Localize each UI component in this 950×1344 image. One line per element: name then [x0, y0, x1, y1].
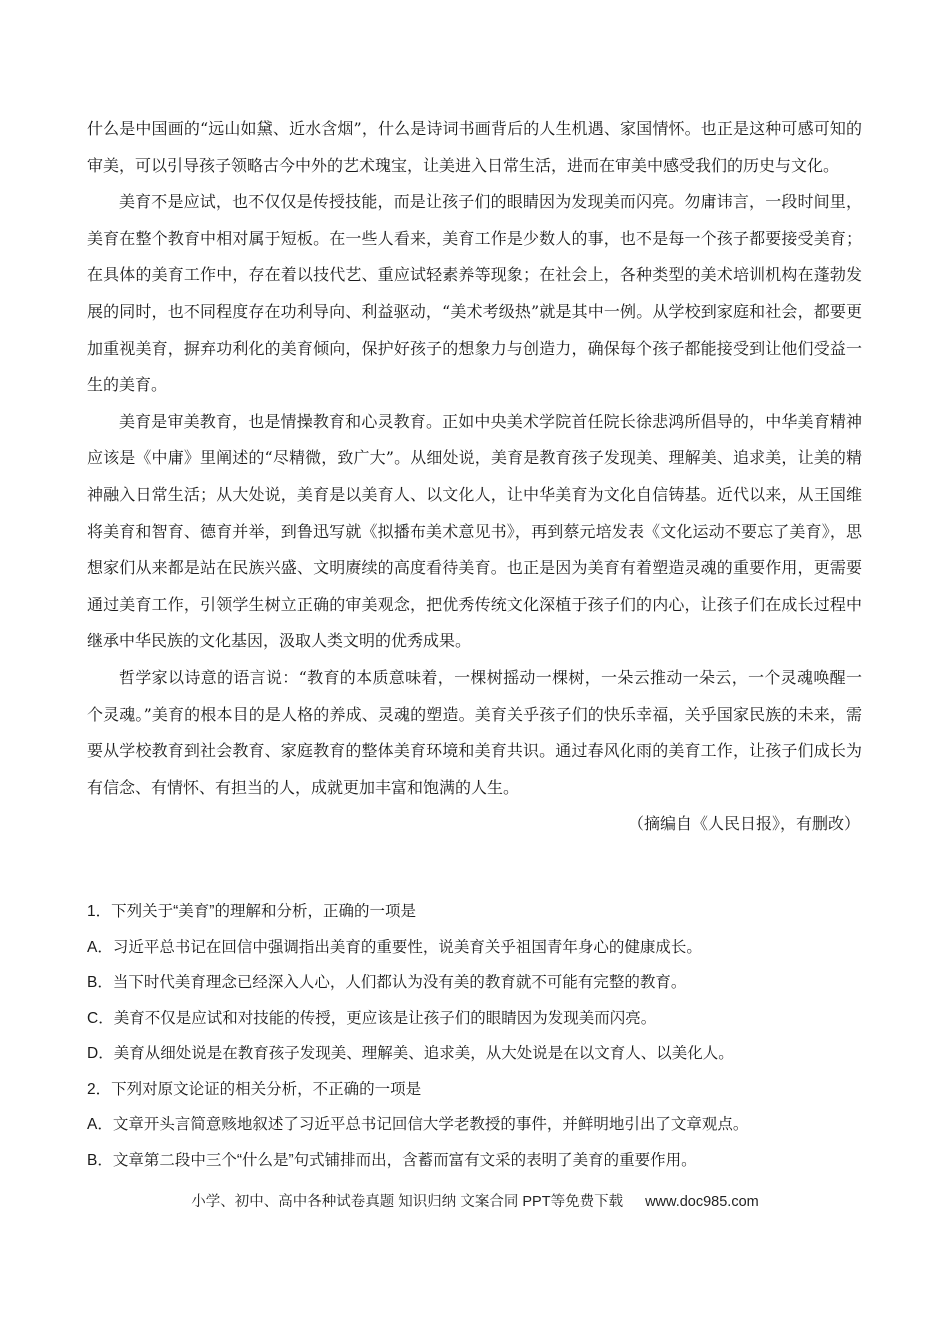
page-footer — [0, 1190, 950, 1211]
footer-text: 小学、初中、高中各种试卷真题 知识归纳 文案合同 PPT等免费下载 — [191, 1194, 624, 1210]
essay-body — [87, 111, 862, 843]
footer-url: www.doc985.com — [645, 1194, 759, 1210]
question-2-option-a: A．文章开头言简意赅地叙述了习近平总书记回信大学老教授的事件，并鲜明地引出了文章观点。 — [87, 1116, 749, 1133]
essay-source: （摘编自《人民日报》，有删改） — [627, 814, 860, 834]
question-list — [87, 894, 862, 1178]
question-1-option-b: B．当下时代美育理念已经深入人心，人们都认为没有美的教育就不可能有完整的教育。 — [87, 974, 687, 991]
essay-paragraph-2: 美育不是应试，也不仅仅是传授技能，而是让孩子们的眼睛因为发现美而闪亮。勿庸讳言，一段时间里，美育在整个教育中相对属于短板。在一些人看来，美育工作是少数人的事，也不是每一个孩子都要接受美育；在具体的美育工作中，存在着以技代艺、重应试轻素养等现象；在社会上，各种类型的美术培训机构在蓬勃发展的同时，也不同程度存在功利导向、利益驱动，“美术考级热”就是其中一例。从学校到家庭和社会，都要更加重视美育，摒弃功利化的美育倾向，保护好孩子的想象力与创造力，确保每个孩子都能接受到让他们受益一生的美育。 — [87, 192, 862, 395]
essay-paragraph-continued: 什么是中国画的“远山如黛、近水含烟”，什么是诗词书画背后的人生机遇、家国情怀。也正是这种可感可知的审美，可以引导孩子领略古今中外的艺术瑰宝，让美进入日常生活，进而在审美中感受我们的历史与文化。 — [87, 119, 862, 175]
essay-paragraph-3: 美育是审美教育，也是情操教育和心灵教育。正如中央美术学院首任院长徐悲鸿所倡导的，中华美育精神应该是《中庸》里阐述的“尽精微，致广大”。从细处说，美育是教育孩子发现美、理解美、追求美，让美的精神融入日常生活；从大处说，美育是以美育人、以文化人，让中华美育为文化自信铸基。近代以来，从王国维将美育和智育、德育并举，到鲁迅写就《拟播布美术意见书》，再到蔡元培发表《文化运动不要忘了美育》，思想家们从来都是站在民族兴盛、文明赓续的高度看待美育。也正是因为美育有着塑造灵魂的重要作用，更需要通过美育工作，引领学生树立正确的审美观念，把优秀传统文化深植于孩子们的内心，让孩子们在成长过程中继承中华民族的文化基因，汲取人类文明的优秀成果。 — [87, 411, 862, 651]
question-1-option-c: C．美育不仅是应试和对技能的传授，更应该是让孩子们的眼睛因为发现美而闪亮。 — [87, 1009, 657, 1027]
question-2-option-b: B．文章第二段中三个“什么是”句式铺排而出，含蓄而富有文采的表明了美育的重要作用。 — [87, 1151, 697, 1169]
question-1-option-d: D．美育从细处说是在教育孩子发现美、理解美、追求美，从大处说是在以文育人、以美化人。 — [87, 1045, 734, 1062]
essay-paragraph-4: 哲学家以诗意的语言说：“教育的本质意味着，一棵树摇动一棵树，一朵云推动一朵云，一个灵魂唤醒一个灵魂。”美育的根本目的是人格的养成、灵魂的塑造。美育关乎孩子们的快乐幸福，关乎国家民族的未来，需要从学校教育到社会教育、家庭教育的整体美育环境和美育共识。通过春风化雨的美育工作，让孩子们成长为有信念、有情怀、有担当的人，成就更加丰富和饱满的人生。 — [87, 667, 862, 797]
question-2-stem: 2．下列对原文论证的相关分析，不正确的一项是 — [87, 1080, 422, 1098]
question-1-option-a: A．习近平总书记在回信中强调指出美育的重要性，说美育关乎祖国青年身心的健康成长。 — [87, 938, 702, 956]
question-1-stem: 1．下列关于“美育”的理解和分析，正确的一项是 — [87, 903, 416, 920]
